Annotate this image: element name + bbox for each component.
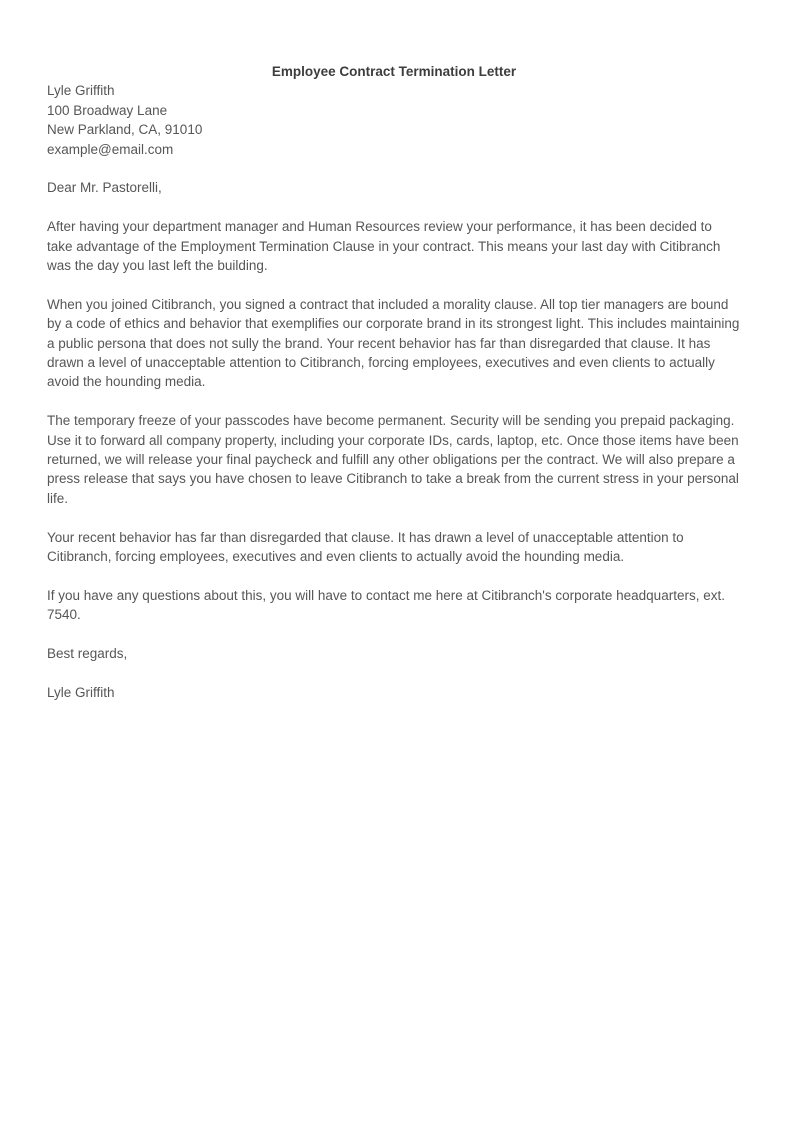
paragraph-4: Your recent behavior has far than disregarded that clause. It has drawn a level of unacceptable attention to Citibranch, forcing employees, executives and even clients to actually avoid the hounding media. bbox=[47, 529, 684, 565]
letter-title: Employee Contract Termination Letter bbox=[271, 64, 517, 79]
signature: Lyle Griffith bbox=[47, 684, 115, 700]
sender-address-line2: New Parkland, CA, 91010 bbox=[47, 122, 203, 138]
paragraph-2: When you joined Citibranch, you signed a contract that included a morality clause. All top tier managers are bound by a code of ethics and behavior that exemplifies our corporate brand in its strongest light. This includes maintaining a public persona that does not sully the brand. Your recent behavior has far than disregarded that clause. It has drawn a level of unacceptable attention to Citibranch, forcing employees, executives and even clients to actually avoid the hounding media. bbox=[47, 296, 740, 390]
sender-block bbox=[47, 81, 741, 159]
sender-address-line1: 100 Broadway Lane bbox=[47, 102, 168, 118]
sender-name: Lyle Griffith bbox=[47, 83, 115, 99]
paragraph-1: After having your department manager and Human Resources review your performance, it has been decided to take advantage of the Employment Termination Clause in your contract. This means your last day with Citibranch was the day you last left the building. bbox=[47, 219, 721, 274]
closing: Best regards, bbox=[47, 646, 128, 662]
sender-email: example@email.com bbox=[47, 141, 174, 157]
paragraph-3: The temporary freeze of your passcodes have become permanent. Security will be sending you prepaid packaging. Use it to forward all company property, including your corporate IDs, cards, laptop, etc. Once those items have been returned, we will release your final paycheck and fulfill any other obligations per the contract. We will also prepare a press release that says you have chosen to leave Citibranch to take a break from the current stress in your personal life. bbox=[47, 413, 739, 506]
salutation: Dear Mr. Pastorelli, bbox=[47, 180, 162, 196]
paragraph-5: If you have any questions about this, you will have to contact me here at Citibranch's corporate headquarters, ext. 7540. bbox=[47, 587, 725, 623]
